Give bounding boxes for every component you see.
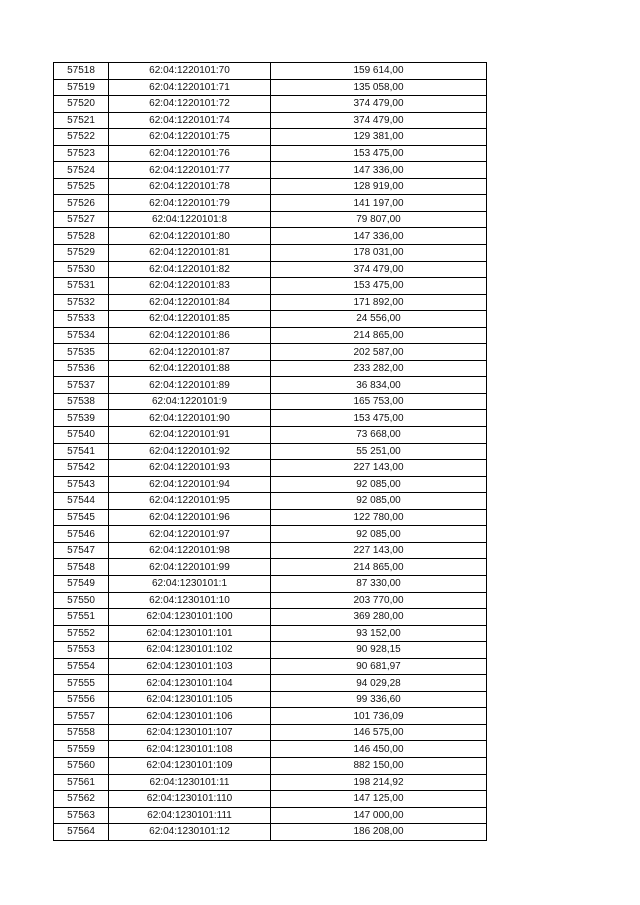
row-number-cell: 57533 xyxy=(54,311,109,328)
table-row xyxy=(54,642,487,659)
value-cell: 198 214,92 xyxy=(271,774,487,791)
table-row xyxy=(54,261,487,278)
value-cell: 214 865,00 xyxy=(271,327,487,344)
table-row xyxy=(54,708,487,725)
table-row xyxy=(54,592,487,609)
value-cell: 73 668,00 xyxy=(271,427,487,444)
cadastral-number-cell: 62:04:1220101:93 xyxy=(109,460,271,477)
table-row xyxy=(54,757,487,774)
value-cell: 87 330,00 xyxy=(271,575,487,592)
table-row xyxy=(54,211,487,228)
cadastral-number-cell: 62:04:1220101:8 xyxy=(109,211,271,228)
cadastral-number-cell: 62:04:1230101:11 xyxy=(109,774,271,791)
cadastral-number-cell: 62:04:1220101:89 xyxy=(109,377,271,394)
row-number-cell: 57560 xyxy=(54,757,109,774)
table-row xyxy=(54,791,487,808)
value-cell: 186 208,00 xyxy=(271,824,487,841)
cadastral-number-cell: 62:04:1230101:101 xyxy=(109,625,271,642)
value-cell: 36 834,00 xyxy=(271,377,487,394)
row-number-cell: 57562 xyxy=(54,791,109,808)
row-number-cell: 57546 xyxy=(54,526,109,543)
cadastral-number-cell: 62:04:1220101:97 xyxy=(109,526,271,543)
value-cell: 178 031,00 xyxy=(271,245,487,262)
value-cell: 128 919,00 xyxy=(271,178,487,195)
value-cell: 101 736,09 xyxy=(271,708,487,725)
table-row xyxy=(54,96,487,113)
table-row xyxy=(54,393,487,410)
value-cell: 227 143,00 xyxy=(271,460,487,477)
row-number-cell: 57526 xyxy=(54,195,109,212)
value-cell: 141 197,00 xyxy=(271,195,487,212)
row-number-cell: 57521 xyxy=(54,112,109,129)
value-cell: 153 475,00 xyxy=(271,278,487,295)
table-body xyxy=(54,63,487,841)
table-row xyxy=(54,427,487,444)
table-row xyxy=(54,410,487,427)
row-number-cell: 57537 xyxy=(54,377,109,394)
table-row xyxy=(54,228,487,245)
table-row xyxy=(54,79,487,96)
value-cell: 147 336,00 xyxy=(271,228,487,245)
row-number-cell: 57550 xyxy=(54,592,109,609)
row-number-cell: 57531 xyxy=(54,278,109,295)
row-number-cell: 57551 xyxy=(54,609,109,626)
cadastral-number-cell: 62:04:1220101:80 xyxy=(109,228,271,245)
row-number-cell: 57545 xyxy=(54,509,109,526)
row-number-cell: 57552 xyxy=(54,625,109,642)
table-row xyxy=(54,658,487,675)
table-row xyxy=(54,311,487,328)
table-row xyxy=(54,476,487,493)
table-row xyxy=(54,824,487,841)
row-number-cell: 57548 xyxy=(54,559,109,576)
row-number-cell: 57535 xyxy=(54,344,109,361)
value-cell: 129 381,00 xyxy=(271,129,487,146)
value-cell: 171 892,00 xyxy=(271,294,487,311)
value-cell: 227 143,00 xyxy=(271,542,487,559)
table-row xyxy=(54,575,487,592)
row-number-cell: 57538 xyxy=(54,393,109,410)
table-row xyxy=(54,807,487,824)
cadastral-number-cell: 62:04:1220101:96 xyxy=(109,509,271,526)
cadastral-number-cell: 62:04:1220101:74 xyxy=(109,112,271,129)
table-row xyxy=(54,112,487,129)
value-cell: 159 614,00 xyxy=(271,63,487,80)
table-row xyxy=(54,195,487,212)
table-row xyxy=(54,344,487,361)
cadastral-number-cell: 62:04:1230101:109 xyxy=(109,757,271,774)
cadastral-number-cell: 62:04:1220101:81 xyxy=(109,245,271,262)
row-number-cell: 57519 xyxy=(54,79,109,96)
row-number-cell: 57558 xyxy=(54,724,109,741)
value-cell: 135 058,00 xyxy=(271,79,487,96)
value-cell: 99 336,60 xyxy=(271,691,487,708)
table-row xyxy=(54,509,487,526)
cadastral-number-cell: 62:04:1230101:10 xyxy=(109,592,271,609)
cadastral-number-cell: 62:04:1220101:83 xyxy=(109,278,271,295)
value-cell: 153 475,00 xyxy=(271,410,487,427)
table-row xyxy=(54,178,487,195)
value-cell: 202 587,00 xyxy=(271,344,487,361)
cadastral-number-cell: 62:04:1230101:100 xyxy=(109,609,271,626)
cadastral-number-cell: 62:04:1230101:107 xyxy=(109,724,271,741)
table-row xyxy=(54,559,487,576)
cadastral-number-cell: 62:04:1230101:103 xyxy=(109,658,271,675)
table-row xyxy=(54,493,487,510)
row-number-cell: 57540 xyxy=(54,427,109,444)
row-number-cell: 57520 xyxy=(54,96,109,113)
table-row xyxy=(54,162,487,179)
table-row xyxy=(54,443,487,460)
row-number-cell: 57539 xyxy=(54,410,109,427)
row-number-cell: 57547 xyxy=(54,542,109,559)
cadastral-number-cell: 62:04:1220101:78 xyxy=(109,178,271,195)
row-number-cell: 57554 xyxy=(54,658,109,675)
cadastral-number-cell: 62:04:1220101:72 xyxy=(109,96,271,113)
cadastral-number-cell: 62:04:1220101:87 xyxy=(109,344,271,361)
cadastral-number-cell: 62:04:1220101:94 xyxy=(109,476,271,493)
cadastral-number-cell: 62:04:1220101:85 xyxy=(109,311,271,328)
cadastral-number-cell: 62:04:1230101:105 xyxy=(109,691,271,708)
table-row xyxy=(54,724,487,741)
table-row xyxy=(54,542,487,559)
table-row xyxy=(54,294,487,311)
table-row xyxy=(54,360,487,377)
value-cell: 369 280,00 xyxy=(271,609,487,626)
cadastral-number-cell: 62:04:1220101:84 xyxy=(109,294,271,311)
table-row xyxy=(54,774,487,791)
value-cell: 374 479,00 xyxy=(271,112,487,129)
row-number-cell: 57528 xyxy=(54,228,109,245)
cadastral-number-cell: 62:04:1230101:111 xyxy=(109,807,271,824)
cadastral-number-cell: 62:04:1220101:90 xyxy=(109,410,271,427)
value-cell: 146 450,00 xyxy=(271,741,487,758)
table-row xyxy=(54,278,487,295)
value-cell: 90 928,15 xyxy=(271,642,487,659)
value-cell: 165 753,00 xyxy=(271,393,487,410)
row-number-cell: 57557 xyxy=(54,708,109,725)
table-row xyxy=(54,609,487,626)
cadastral-number-cell: 62:04:1230101:106 xyxy=(109,708,271,725)
row-number-cell: 57541 xyxy=(54,443,109,460)
row-number-cell: 57523 xyxy=(54,145,109,162)
row-number-cell: 57549 xyxy=(54,575,109,592)
cadastral-number-cell: 62:04:1220101:99 xyxy=(109,559,271,576)
table-row xyxy=(54,526,487,543)
cadastral-number-cell: 62:04:1220101:91 xyxy=(109,427,271,444)
row-number-cell: 57542 xyxy=(54,460,109,477)
table-row xyxy=(54,245,487,262)
value-cell: 147 125,00 xyxy=(271,791,487,808)
value-cell: 882 150,00 xyxy=(271,757,487,774)
table-row xyxy=(54,129,487,146)
row-number-cell: 57553 xyxy=(54,642,109,659)
row-number-cell: 57556 xyxy=(54,691,109,708)
cadastral-number-cell: 62:04:1220101:9 xyxy=(109,393,271,410)
row-number-cell: 57530 xyxy=(54,261,109,278)
row-number-cell: 57536 xyxy=(54,360,109,377)
row-number-cell: 57563 xyxy=(54,807,109,824)
value-cell: 203 770,00 xyxy=(271,592,487,609)
cadastral-number-cell: 62:04:1220101:76 xyxy=(109,145,271,162)
value-cell: 24 556,00 xyxy=(271,311,487,328)
cadastral-number-cell: 62:04:1230101:1 xyxy=(109,575,271,592)
cadastral-number-cell: 62:04:1230101:104 xyxy=(109,675,271,692)
table-row xyxy=(54,460,487,477)
cadastral-number-cell: 62:04:1220101:77 xyxy=(109,162,271,179)
value-cell: 122 780,00 xyxy=(271,509,487,526)
row-number-cell: 57527 xyxy=(54,211,109,228)
value-cell: 214 865,00 xyxy=(271,559,487,576)
cadastral-number-cell: 62:04:1220101:86 xyxy=(109,327,271,344)
cadastral-number-cell: 62:04:1230101:110 xyxy=(109,791,271,808)
row-number-cell: 57534 xyxy=(54,327,109,344)
value-cell: 90 681,97 xyxy=(271,658,487,675)
cadastral-number-cell: 62:04:1220101:92 xyxy=(109,443,271,460)
value-cell: 55 251,00 xyxy=(271,443,487,460)
cadastral-number-cell: 62:04:1220101:70 xyxy=(109,63,271,80)
row-number-cell: 57525 xyxy=(54,178,109,195)
table-row xyxy=(54,741,487,758)
table-row xyxy=(54,675,487,692)
value-cell: 94 029,28 xyxy=(271,675,487,692)
row-number-cell: 57532 xyxy=(54,294,109,311)
cadastral-number-cell: 62:04:1220101:79 xyxy=(109,195,271,212)
value-cell: 92 085,00 xyxy=(271,476,487,493)
value-cell: 79 807,00 xyxy=(271,211,487,228)
cadastral-number-cell: 62:04:1220101:88 xyxy=(109,360,271,377)
value-cell: 147 336,00 xyxy=(271,162,487,179)
value-cell: 147 000,00 xyxy=(271,807,487,824)
table-row xyxy=(54,691,487,708)
cadastral-number-cell: 62:04:1220101:71 xyxy=(109,79,271,96)
table-row xyxy=(54,63,487,80)
row-number-cell: 57529 xyxy=(54,245,109,262)
cadastral-number-cell: 62:04:1230101:12 xyxy=(109,824,271,841)
row-number-cell: 57544 xyxy=(54,493,109,510)
value-cell: 374 479,00 xyxy=(271,261,487,278)
cadastral-number-cell: 62:04:1220101:75 xyxy=(109,129,271,146)
row-number-cell: 57543 xyxy=(54,476,109,493)
value-cell: 93 152,00 xyxy=(271,625,487,642)
row-number-cell: 57524 xyxy=(54,162,109,179)
table-row xyxy=(54,625,487,642)
table-row xyxy=(54,377,487,394)
row-number-cell: 57555 xyxy=(54,675,109,692)
cadastral-number-cell: 62:04:1220101:95 xyxy=(109,493,271,510)
cadastral-number-cell: 62:04:1220101:82 xyxy=(109,261,271,278)
value-cell: 374 479,00 xyxy=(271,96,487,113)
value-cell: 92 085,00 xyxy=(271,493,487,510)
value-cell: 153 475,00 xyxy=(271,145,487,162)
row-number-cell: 57561 xyxy=(54,774,109,791)
value-cell: 146 575,00 xyxy=(271,724,487,741)
value-cell: 233 282,00 xyxy=(271,360,487,377)
cadastral-number-cell: 62:04:1230101:102 xyxy=(109,642,271,659)
cadastral-number-cell: 62:04:1220101:98 xyxy=(109,542,271,559)
row-number-cell: 57522 xyxy=(54,129,109,146)
row-number-cell: 57564 xyxy=(54,824,109,841)
cadastral-value-table xyxy=(53,62,487,841)
table-row xyxy=(54,145,487,162)
table-row xyxy=(54,327,487,344)
row-number-cell: 57518 xyxy=(54,63,109,80)
value-cell: 92 085,00 xyxy=(271,526,487,543)
cadastral-number-cell: 62:04:1230101:108 xyxy=(109,741,271,758)
row-number-cell: 57559 xyxy=(54,741,109,758)
